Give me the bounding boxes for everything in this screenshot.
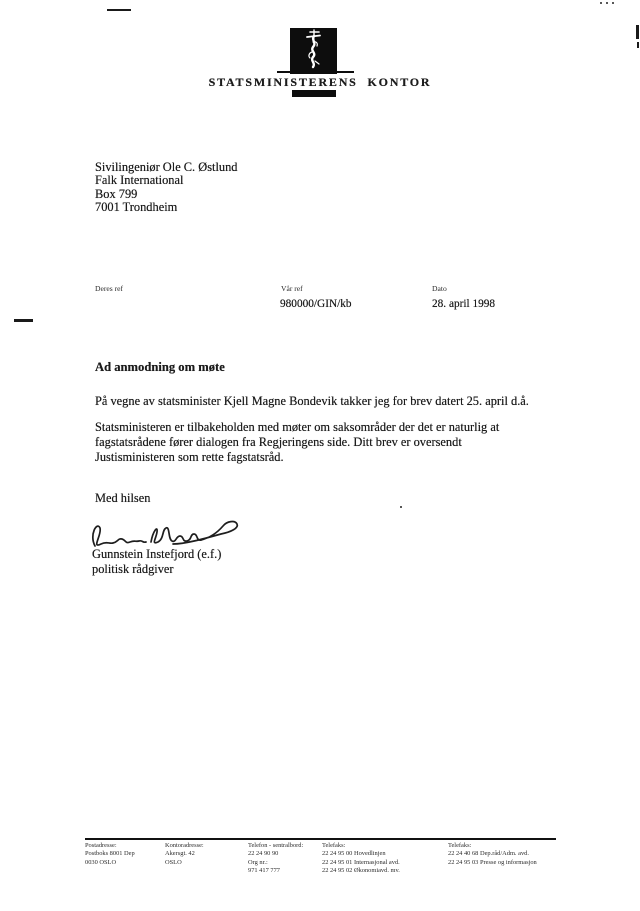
- scan-artifact-dot: [400, 506, 402, 508]
- paragraph-2-line: Statsministeren er tilbakeholden med møter om saksområder der det er naturlig at: [95, 420, 500, 434]
- footer-line: 22 24 95 02 Økonomiavd. mv.: [322, 866, 400, 874]
- footer-line: Org nr.:: [248, 858, 268, 866]
- footer-postal-address: [85, 842, 135, 867]
- footer-office-address: [165, 842, 204, 867]
- footer-label: Postadresse:: [85, 842, 117, 849]
- footer-fax-other: [448, 842, 537, 867]
- dato-value: 28. april 1998: [432, 298, 496, 310]
- footer-line: Postboks 8001 Dep: [85, 850, 135, 858]
- coat-of-arms-box-bottom: [292, 90, 336, 97]
- footer-label: Kontoradresse:: [165, 842, 204, 849]
- paragraph-1: På vegne av statsminister Kjell Magne Bondevik takker jeg for brev datert 25. april d.å.: [95, 394, 529, 408]
- footer-line: Akersgt. 42: [165, 850, 195, 858]
- recipient-line: Box 799: [95, 186, 138, 201]
- footer-line: OSLO: [165, 858, 182, 866]
- footer-label: Telefaks:: [322, 842, 346, 849]
- footer-line: 971 417 777: [248, 866, 280, 874]
- subject-line: Ad anmodning om møte: [95, 360, 225, 374]
- footer-label: Telefaks:: [448, 842, 472, 849]
- footer-phone: [248, 842, 303, 875]
- closing-salutation: Med hilsen: [95, 491, 151, 505]
- signer-name: Gunnstein Instefjord (e.f.): [92, 547, 222, 561]
- recipient-line: 7001 Trondheim: [95, 200, 178, 215]
- footer-fax-main: [322, 842, 400, 875]
- recipient-address: [95, 161, 238, 215]
- footer-line: 22 24 40 68 Dep.råd/Adm. avd.: [448, 850, 529, 858]
- scan-artifact-dot: [612, 2, 614, 4]
- scan-artifact-right-edge: [637, 42, 639, 48]
- scan-artifact-dot: [606, 2, 608, 4]
- recipient-line: Sivilingeniør Ole C. Østlund: [95, 160, 238, 174]
- var-ref-value: 980000/GIN/kb: [280, 298, 352, 310]
- footer-line: 22 24 95 01 Internasjonal avd.: [322, 858, 400, 866]
- footer-line: 22 24 95 00 Hovedlinjen: [322, 850, 386, 858]
- scan-artifact-right-edge: [636, 25, 639, 39]
- signer-title: politisk rådgiver: [92, 562, 174, 576]
- footer-line: 22 24 95 03 Presse og informasjon: [448, 858, 537, 866]
- paragraph-2-line: fagstatsrådene fører dialogen fra Regjeringens side. Ditt brev er oversendt: [95, 435, 462, 450]
- letterhead-rule: [277, 71, 354, 73]
- scan-artifact-dot: [600, 2, 602, 4]
- fold-mark: [14, 319, 33, 322]
- footer-divider: [85, 838, 556, 840]
- footer-label: Telefon - sentralbord:: [248, 842, 304, 849]
- footer-line: 0030 OSLO: [85, 858, 117, 866]
- paragraph-2-line: Justisministeren som rette fagstatsråd.: [95, 450, 284, 465]
- scan-artifact-top-line: [107, 9, 131, 11]
- deres-ref-label: Deres ref: [95, 284, 124, 293]
- recipient-line: Falk International: [95, 173, 184, 188]
- paragraph-2: [95, 420, 499, 466]
- dato-label: Dato: [432, 284, 447, 293]
- office-name: STATSMINISTERENS KONTOR: [7, 74, 633, 91]
- footer-line: 22 24 90 90: [248, 850, 279, 858]
- var-ref-label: Vår ref: [281, 284, 303, 293]
